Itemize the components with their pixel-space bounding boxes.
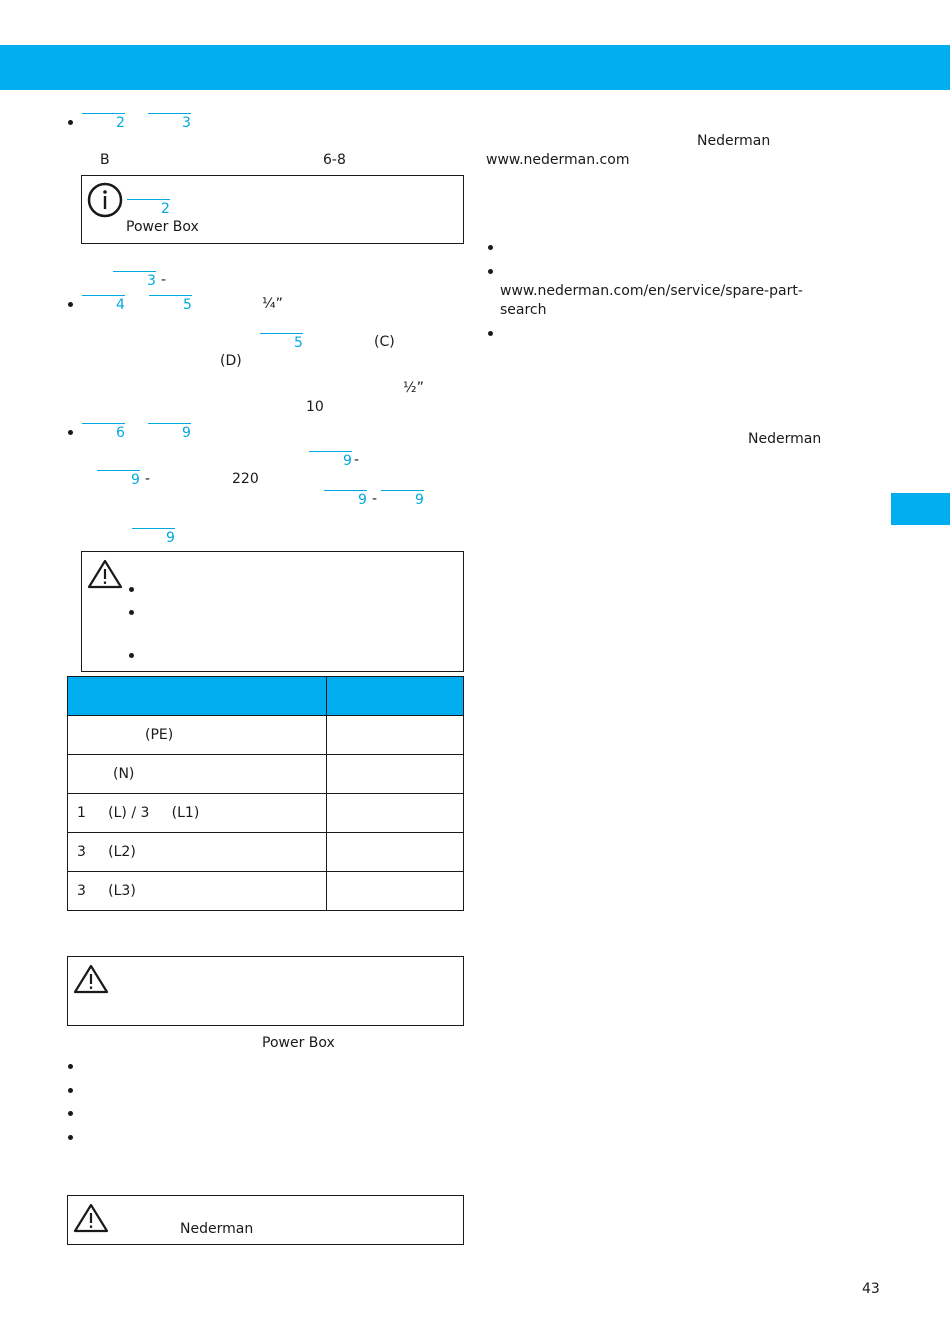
warning-box <box>67 956 464 1026</box>
info-note-text: Power Box <box>126 219 199 235</box>
table-header-cell <box>327 677 464 716</box>
ref-link[interactable]: 4 <box>82 295 125 314</box>
bullet <box>68 1064 73 1069</box>
dash: - <box>161 272 167 288</box>
fraction-quarter: ¼” <box>262 296 283 312</box>
warning-icon <box>87 559 123 589</box>
ref-link[interactable]: 3 <box>148 113 191 132</box>
ref-link[interactable]: 5 <box>260 333 303 352</box>
ref-link[interactable]: 9 <box>309 451 352 470</box>
table-cell <box>327 755 464 794</box>
label-d: (D) <box>220 353 242 369</box>
bullet <box>68 120 73 125</box>
warning-icon <box>73 1203 109 1233</box>
table-cell: 1 (L) / 3 (L1) <box>68 794 327 833</box>
table-row <box>68 833 464 872</box>
dash: - <box>145 471 151 487</box>
spare-part-link[interactable]: www.nederman.com/en/service/spare-part- <box>500 283 803 299</box>
ref-link[interactable]: 9 <box>148 423 191 442</box>
header-band <box>0 45 950 90</box>
ref-link[interactable]: 9 <box>381 490 424 509</box>
table-cell: 3 (L3) <box>68 872 327 911</box>
table-header <box>68 677 464 716</box>
table-row <box>68 872 464 911</box>
dash: - <box>354 452 360 468</box>
label-c: (C) <box>374 334 395 350</box>
bullet <box>68 1135 73 1140</box>
fraction-half: ½” <box>403 380 424 396</box>
dash: - <box>372 491 378 507</box>
power-box-text: Power Box <box>262 1035 335 1051</box>
table-cell <box>327 716 464 755</box>
connection-table <box>67 676 464 911</box>
website-link[interactable]: www.nederman.com <box>486 152 630 168</box>
bullet <box>488 269 493 274</box>
ref-link[interactable]: 2 <box>82 113 125 132</box>
bullet <box>488 331 493 336</box>
table-cell <box>327 794 464 833</box>
warning-box <box>67 1195 464 1245</box>
table-row <box>68 755 464 794</box>
bullet <box>129 587 134 592</box>
range-text: 6-8 <box>323 152 346 168</box>
voltage-value: 220 <box>232 471 259 487</box>
ref-link[interactable]: 5 <box>149 295 192 314</box>
table-header-cell <box>68 677 327 716</box>
value-ten: 10 <box>306 399 324 415</box>
spare-part-link-cont[interactable]: search <box>500 302 547 318</box>
ref-link[interactable]: 9 <box>132 528 175 547</box>
info-note <box>81 175 464 244</box>
bullet <box>68 302 73 307</box>
bullet <box>68 1111 73 1116</box>
page-number: 43 <box>862 1281 880 1297</box>
table-cell: (PE) <box>68 716 327 755</box>
brand-text: Nederman <box>748 431 822 447</box>
ref-link[interactable]: 9 <box>324 490 367 509</box>
bullet <box>129 610 134 615</box>
ref-link[interactable]: 9 <box>97 470 140 489</box>
table-row <box>68 794 464 833</box>
warning-box <box>81 551 464 672</box>
table-row <box>68 716 464 755</box>
table-cell: (N) <box>68 755 327 794</box>
bullet <box>68 430 73 435</box>
table-cell: 3 (L2) <box>68 833 327 872</box>
bullet <box>68 1088 73 1093</box>
warning-text: Nederman <box>180 1221 254 1237</box>
label-b: B <box>100 152 110 168</box>
bullet <box>488 245 493 250</box>
ref-link[interactable]: 2 <box>127 199 170 218</box>
section-tab <box>891 493 950 525</box>
warning-icon <box>73 964 109 994</box>
ref-link[interactable]: 3 <box>113 271 156 290</box>
bullet <box>129 653 134 658</box>
table-cell <box>327 833 464 872</box>
brand-text: Nederman <box>697 133 771 149</box>
info-icon <box>87 182 123 218</box>
ref-link[interactable]: 6 <box>82 423 125 442</box>
table-cell <box>327 872 464 911</box>
